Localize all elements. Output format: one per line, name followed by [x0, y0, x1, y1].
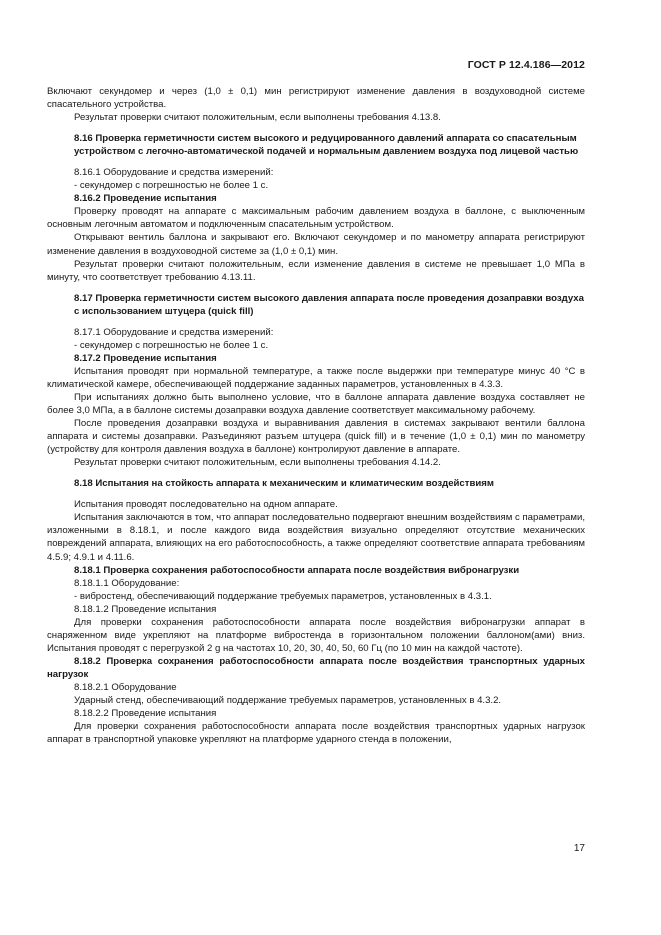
section-heading-8-18: 8.18 Испытания на стойкость аппарата к механическим и климатическим воздействиям: [74, 478, 494, 490]
paragraph: Испытания проводят последовательно на одном аппарате.: [74, 499, 338, 511]
paragraph: Испытания заключаются в том, что аппарат последовательно подвергают внешним воздействиям с параметрами, изложенными в 8.18.1, и после каждого вида воздействия визуально определяют отсутствие механических повреждений аппарата, влияющих на его работоспособность, а также определяют соответствие аппарата требованиям 4.5.9; 4.9.1 и 4.11.6.: [47, 512, 585, 563]
section-heading-8-17: 8.17 Проверка герметичности систем высокого давления аппарата после проведения дозаправки воздуха с использованием штуцера (quick fill): [74, 292, 584, 317]
list-item: - секундомер с погрешностью не более 1 с.: [74, 180, 269, 192]
clause-8-18-2-2: 8.18.2.2 Проведение испытания: [74, 708, 217, 720]
paragraph: Результат проверки считают положительным, если изменение давления в системе не превышает 1,0 МПа в минуту, что соответствует требованию 4.13.11.: [47, 258, 585, 283]
paragraph: Открывают вентиль баллона и закрывают его. Включают секундомер и по манометру аппарата регистрируют изменение давления в воздуховодной системе за (1,0 ± 0,1) мин.: [47, 232, 585, 257]
paragraph: Включают секундомер и через (1,0 ± 0,1) мин регистрируют изменение давления в воздуховодной системе спасательного устройства.: [47, 86, 585, 111]
clause-heading-8-18-1: 8.18.1 Проверка сохранения работоспособности аппарата после воздействия вибронагрузки: [74, 564, 520, 576]
paragraph: Для проверки сохранения работоспособности аппарата после воздействия вибронагрузки аппарат в снаряженном виде укрепляют на платформе вибростенда в горизонтальном положении баллоном(ами) вниз. Испытания проводят с перегрузкой 2 g на частотах 10, 20, 30, 40, 50, 60 Гц (по 10 мин на каждой частоте).: [47, 616, 585, 654]
document-body: [47, 85, 585, 746]
paragraph: Для проверки сохранения работоспособности аппарата после воздействия транспортных ударных нагрузок аппарат в транспортной упаковке укрепляют на платформе ударного стенда в положении,: [47, 721, 585, 746]
paragraph: Испытания проводят при нормальной температуре, а также после выдержки при температуре минус 40 °С в климатической камере, обеспечивающей поддержание заданных параметров, установленных в 4.3.3.: [47, 365, 585, 390]
document-header-id: ГОСТ Р 12.4.186—2012: [467, 59, 585, 71]
paragraph: Ударный стенд, обеспечивающий поддержание требуемых параметров, установленных в 4.3.2.: [74, 695, 502, 707]
clause-8-16-1: 8.16.1 Оборудование и средства измерений:: [74, 167, 274, 179]
clause-8-18-1-1: 8.18.1.1 Оборудование:: [74, 577, 180, 589]
clause-8-17-1: 8.17.1 Оборудование и средства измерений:: [74, 326, 274, 338]
page-number: 17: [573, 843, 585, 854]
clause-heading-8-18-2: 8.18.2 Проверка сохранения работоспособности аппарата после воздействия транспортных ударных нагрузок: [47, 655, 585, 680]
list-item: - вибростенд, обеспечивающий поддержание требуемых параметров, установленных в 4.3.1.: [74, 590, 492, 602]
section-heading-8-16: 8.16 Проверка герметичности систем высокого и редуцированного давлений аппарата со спасательным устройством с легочно-автоматической подачей и нормальным давлением воздуха под лицевой частью: [74, 133, 579, 158]
paragraph: После проведения дозаправки воздуха и выравнивания давления в системах закрывают вентили баллона аппарата и системы дозаправки. Разъединяют разъем штуцера (quick fill) и в течение (1,0 ± 0,1) мин по манометру (устройству для контроля давления воздуха в баллоне) контролируют давление в аппарате.: [47, 418, 585, 456]
paragraph: Проверку проводят на аппарате с максимальным рабочим давлением воздуха в баллоне, с выключенным основным легочным автоматом и подключенным спасательным устройством.: [47, 206, 585, 231]
list-item: - секундомер с погрешностью не более 1 с.: [74, 339, 269, 351]
clause-8-18-1-2: 8.18.1.2 Проведение испытания: [74, 603, 217, 615]
clause-heading-8-16-2: 8.16.2 Проведение испытания: [74, 193, 217, 205]
clause-8-18-2-1: 8.18.2.1 Оборудование: [74, 681, 177, 693]
paragraph: Результат проверки считают положительным, если выполнены требования 4.13.8.: [74, 112, 441, 124]
paragraph: Результат проверки считают положительным, если выполнены требования 4.14.2.: [74, 457, 441, 469]
clause-heading-8-17-2: 8.17.2 Проведение испытания: [74, 352, 217, 364]
paragraph: При испытаниях должно быть выполнено условие, что в баллоне аппарата давление воздуха составляет не более 3,0 МПа, а в баллоне системы дозаправки воздуха давление соответствует максимальному рабочему.: [47, 391, 585, 417]
